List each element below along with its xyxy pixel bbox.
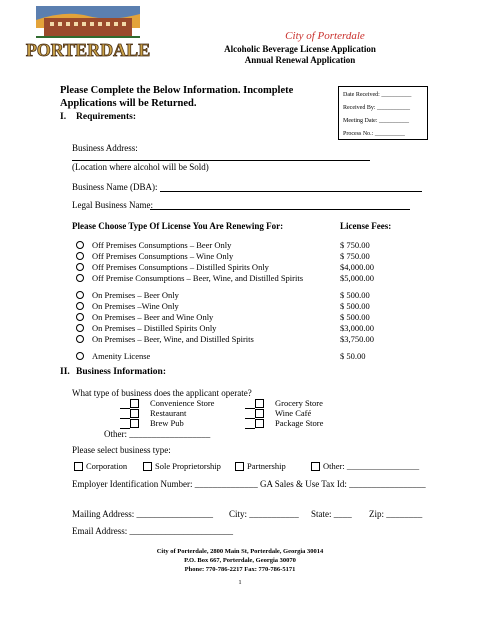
license-label: On Premises –Wine Only xyxy=(92,301,179,311)
business-type-label: Grocery Store xyxy=(275,398,323,408)
section2-number: II. xyxy=(60,367,70,377)
other-type: Other: __________________ xyxy=(104,429,211,439)
license-label: Amenity License xyxy=(92,351,151,361)
license-fee: $4,000.00 xyxy=(340,262,374,272)
instructions: Please Complete the Below Information. Incomplete Applications will be Returned. xyxy=(60,85,294,109)
blank-line xyxy=(120,418,130,419)
license-fee: $ 750.00 xyxy=(340,251,370,261)
entity-type-checkbox[interactable] xyxy=(311,462,320,471)
license-radio[interactable] xyxy=(76,241,84,249)
license-fee: $ 500.00 xyxy=(340,301,370,311)
license-label: Off Premises Consumptions – Beer Only xyxy=(92,240,232,250)
city-field[interactable]: City: ___________ xyxy=(229,509,299,519)
ein-field[interactable]: Employer Identification Number: ______________ GA Sales & Use Tax Id: _________________ xyxy=(72,479,426,489)
license-radio[interactable] xyxy=(76,324,84,332)
business-type-checkbox[interactable] xyxy=(130,419,139,428)
mailing-address-field[interactable]: Mailing Address: _________________ xyxy=(72,509,213,519)
meeting-date: Meeting Date: __________ xyxy=(343,118,409,124)
business-type-label: Brew Pub xyxy=(150,418,184,428)
business-type-checkbox[interactable] xyxy=(255,419,264,428)
business-type-checkbox[interactable] xyxy=(130,399,139,408)
entity-type-checkbox[interactable] xyxy=(143,462,152,471)
section1-title: Requirements: xyxy=(76,112,136,122)
license-label: On Premises – Beer Only xyxy=(92,290,179,300)
state-field[interactable]: State: ____ xyxy=(311,509,352,519)
footer-phone: Phone: 770-786-2217 Fax: 770-786-5171 xyxy=(184,566,296,573)
license-radio[interactable] xyxy=(76,274,84,282)
blank-line xyxy=(245,408,255,409)
license-fee: $5,000.00 xyxy=(340,273,374,283)
license-label: Off Premises Consumptions – Distilled Spirits Only xyxy=(92,262,269,272)
business-type-label: Wine Café xyxy=(275,408,312,418)
license-label: Off Premises Consumptions – Wine Only xyxy=(92,251,234,261)
license-radio[interactable] xyxy=(76,263,84,271)
email-field[interactable]: Email Address: _______________________ xyxy=(72,526,233,536)
license-fee: $ 50.00 xyxy=(340,351,366,361)
business-type-checkbox[interactable] xyxy=(130,409,139,418)
date-received: Date Received: __________ xyxy=(343,92,412,98)
business-name-field[interactable] xyxy=(160,191,422,192)
footer-po-box: P.O. Box 667, Porterdale, Georgia 30070 xyxy=(184,557,296,564)
entity-type-checkbox[interactable] xyxy=(235,462,244,471)
form-title: Alcoholic Beverage License Application xyxy=(224,44,376,54)
license-fee: $ 500.00 xyxy=(340,312,370,322)
license-fee: $3,000.00 xyxy=(340,323,374,333)
business-type-label: Restaurant xyxy=(150,408,187,418)
license-fee: $3,750.00 xyxy=(340,334,374,344)
license-fee: $ 750.00 xyxy=(340,240,370,250)
license-label: On Premises – Beer and Wine Only xyxy=(92,312,214,322)
form-subtitle: Annual Renewal Application xyxy=(244,55,356,65)
license-radio[interactable] xyxy=(76,352,84,360)
fees-heading: License Fees: xyxy=(340,221,392,231)
legal-name-field[interactable] xyxy=(150,209,410,210)
license-label: Off Premise Consumptions – Beer, Wine, and Distilled Spirits xyxy=(92,273,304,283)
business-type-checkbox[interactable] xyxy=(255,409,264,418)
page-number: 1 xyxy=(238,579,242,586)
business-type-question: What type of business does the applicant operate? xyxy=(72,388,252,398)
blank-line xyxy=(245,418,255,419)
entity-type-label: Other: _________________ xyxy=(323,461,420,471)
entity-type-label: Partnership xyxy=(247,461,286,471)
license-label: On Premises – Distilled Spirits Only xyxy=(92,323,217,333)
svg-text:PORTERDALE: PORTERDALE xyxy=(25,40,151,60)
section1-number: I. xyxy=(60,112,67,122)
license-radio[interactable] xyxy=(76,335,84,343)
license-prompt: Please Choose Type Of License You Are Renewing For: xyxy=(72,221,284,231)
city-name: City of Porterdale xyxy=(285,30,365,42)
business-name-label: Business Name (DBA): xyxy=(72,182,158,192)
business-address-label: Business Address: xyxy=(72,143,138,153)
entity-type-label: Sole Proprietorship xyxy=(155,461,221,471)
license-label: On Premises – Beer, Wine, and Distilled Spirits xyxy=(92,334,254,344)
business-address-field[interactable] xyxy=(72,160,370,161)
license-radio[interactable] xyxy=(76,313,84,321)
entity-type-checkbox[interactable] xyxy=(74,462,83,471)
footer-address: City of Porterdale, 2800 Main St, Porterdale, Georgia 30014 xyxy=(156,548,324,555)
zip-field[interactable]: Zip: ________ xyxy=(369,509,423,519)
select-prompt: Please select business type: xyxy=(72,445,171,455)
license-radio[interactable] xyxy=(76,302,84,310)
received-by: Received By: ___________ xyxy=(343,105,410,111)
license-radio[interactable] xyxy=(76,291,84,299)
business-type-checkbox[interactable] xyxy=(255,399,264,408)
blank-line xyxy=(120,408,130,409)
legal-name-label: Legal Business Name: xyxy=(72,200,153,210)
process-no: Process No.: __________ xyxy=(343,131,405,137)
license-radio[interactable] xyxy=(76,252,84,260)
office-use-box xyxy=(338,86,428,140)
business-type-label: Package Store xyxy=(275,418,324,428)
entity-type-label: Corporation xyxy=(86,461,128,471)
business-type-label: Convenience Store xyxy=(150,398,215,408)
location-note: (Location where alcohol will be Sold) xyxy=(72,162,209,172)
license-fee: $ 500.00 xyxy=(340,290,370,300)
blank-line xyxy=(245,428,255,429)
section2-title: Business Information: xyxy=(76,367,166,377)
